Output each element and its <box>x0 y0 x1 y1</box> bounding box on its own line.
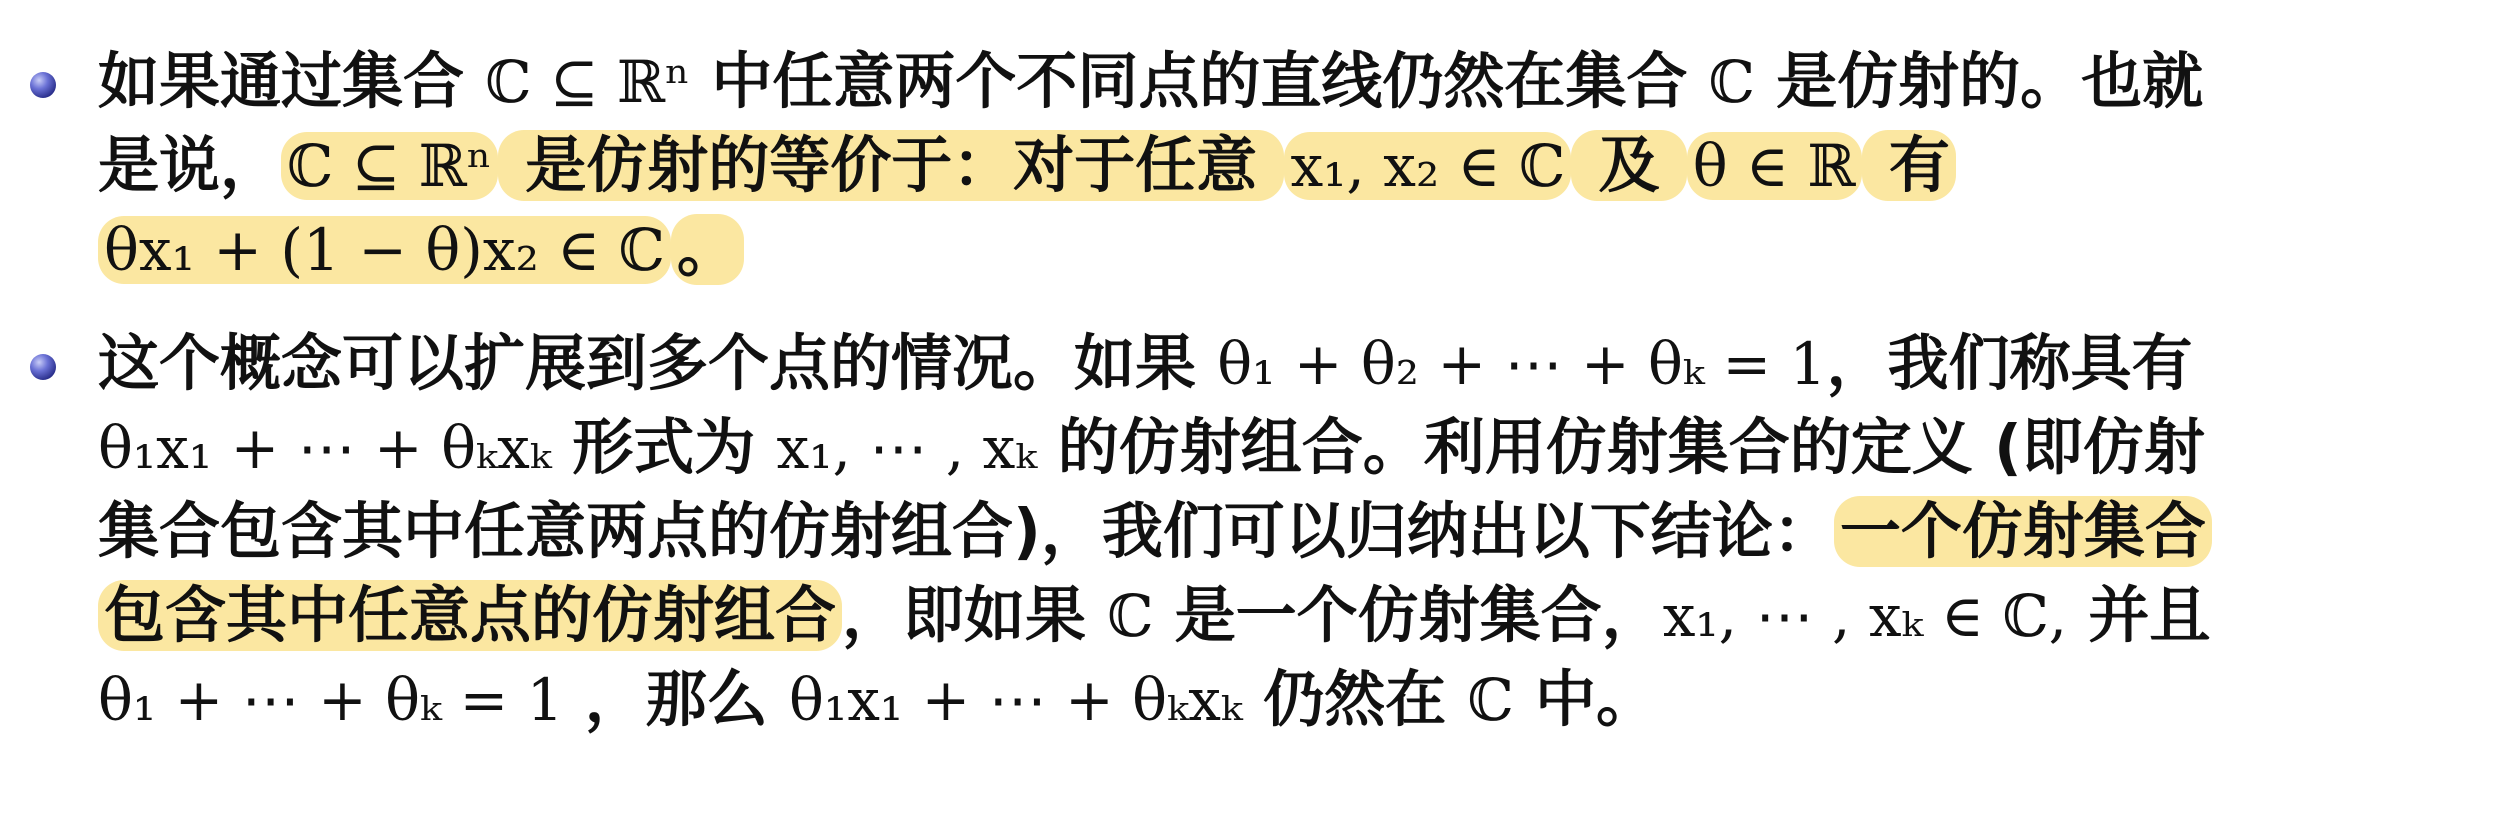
text-segment: 集合包含其中任意两点的仿射组合)，我们可以归纳出以下结论： <box>98 496 1834 567</box>
bullet-icon <box>30 354 56 380</box>
math-expression: θ₁x₁ + ⋯ + θₖxₖ <box>789 666 1243 734</box>
math-expression: x₁, x₂ ∈ ℂ <box>1284 132 1571 200</box>
text-line <box>98 322 2192 406</box>
highlighted-text: 一个仿射集合 <box>1834 496 2212 567</box>
math-expression: x₁, ⋯ , xₖ <box>776 414 1037 482</box>
math-expression: ℂ <box>1708 48 1755 116</box>
highlighted-text: 及 <box>1571 130 1686 201</box>
math-expression: ℂ ⊆ ℝⁿ <box>485 48 691 116</box>
bullet-icon <box>30 72 56 98</box>
text-segment: 的仿射组合。利用仿射集合的定义 (即仿射 <box>1036 412 2205 483</box>
text-segment: 仍然在 <box>1242 664 1468 735</box>
text-segment: ，那么 <box>563 664 790 735</box>
text-line <box>98 490 2212 574</box>
text-line <box>98 208 744 292</box>
highlighted-text: 是仿射的等价于：对于任意 <box>498 130 1284 201</box>
highlighted-text: 包含其中任意点的仿射组合 <box>98 580 842 651</box>
math-expression: ℂ <box>1467 666 1514 734</box>
text-segment: ，我们称具有 <box>1826 328 2193 399</box>
math-expression: x₁, ⋯ , xₖ ∈ ℂ, <box>1662 582 2068 650</box>
text-segment: ，即如果 <box>842 580 1108 651</box>
text-line <box>98 658 1657 742</box>
text-segment: 是说， <box>98 130 282 201</box>
text-segment: 是一个仿射集合， <box>1153 580 1663 651</box>
text-segment: 中。 <box>1513 664 1657 735</box>
text-segment: 这个概念可以扩展到多个点的情况。如果 <box>98 328 1218 399</box>
highlighted-text: 有 <box>1862 130 1956 201</box>
text-line <box>98 574 2210 658</box>
text-segment: 并且 <box>2067 580 2211 651</box>
text-segment: 是仿射的。也就 <box>1754 46 2204 117</box>
math-expression: θ ∈ ℝ <box>1687 132 1862 200</box>
highlighted-text: 。 <box>671 214 744 285</box>
math-expression: θx₁ + (1 − θ)x₂ ∈ ℂ <box>98 216 671 284</box>
text-line <box>98 124 1956 208</box>
math-expression: ℂ <box>1107 582 1154 650</box>
text-segment: 中任意两个不同点的直线仍然在集合 <box>690 46 1709 117</box>
math-expression: θ₁x₁ + ⋯ + θₖxₖ <box>98 414 552 482</box>
math-expression: θ₁ + θ₂ + ⋯ + θₖ = 1 <box>1217 330 1827 398</box>
math-expression: ℂ ⊆ ℝⁿ <box>281 132 498 200</box>
text-segment: 形式为 <box>551 412 777 483</box>
math-expression: θ₁ + ⋯ + θₖ = 1 <box>98 666 564 734</box>
text-line <box>98 40 2203 124</box>
text-line <box>98 406 2205 490</box>
text-segment: 如果通过集合 <box>98 46 486 117</box>
